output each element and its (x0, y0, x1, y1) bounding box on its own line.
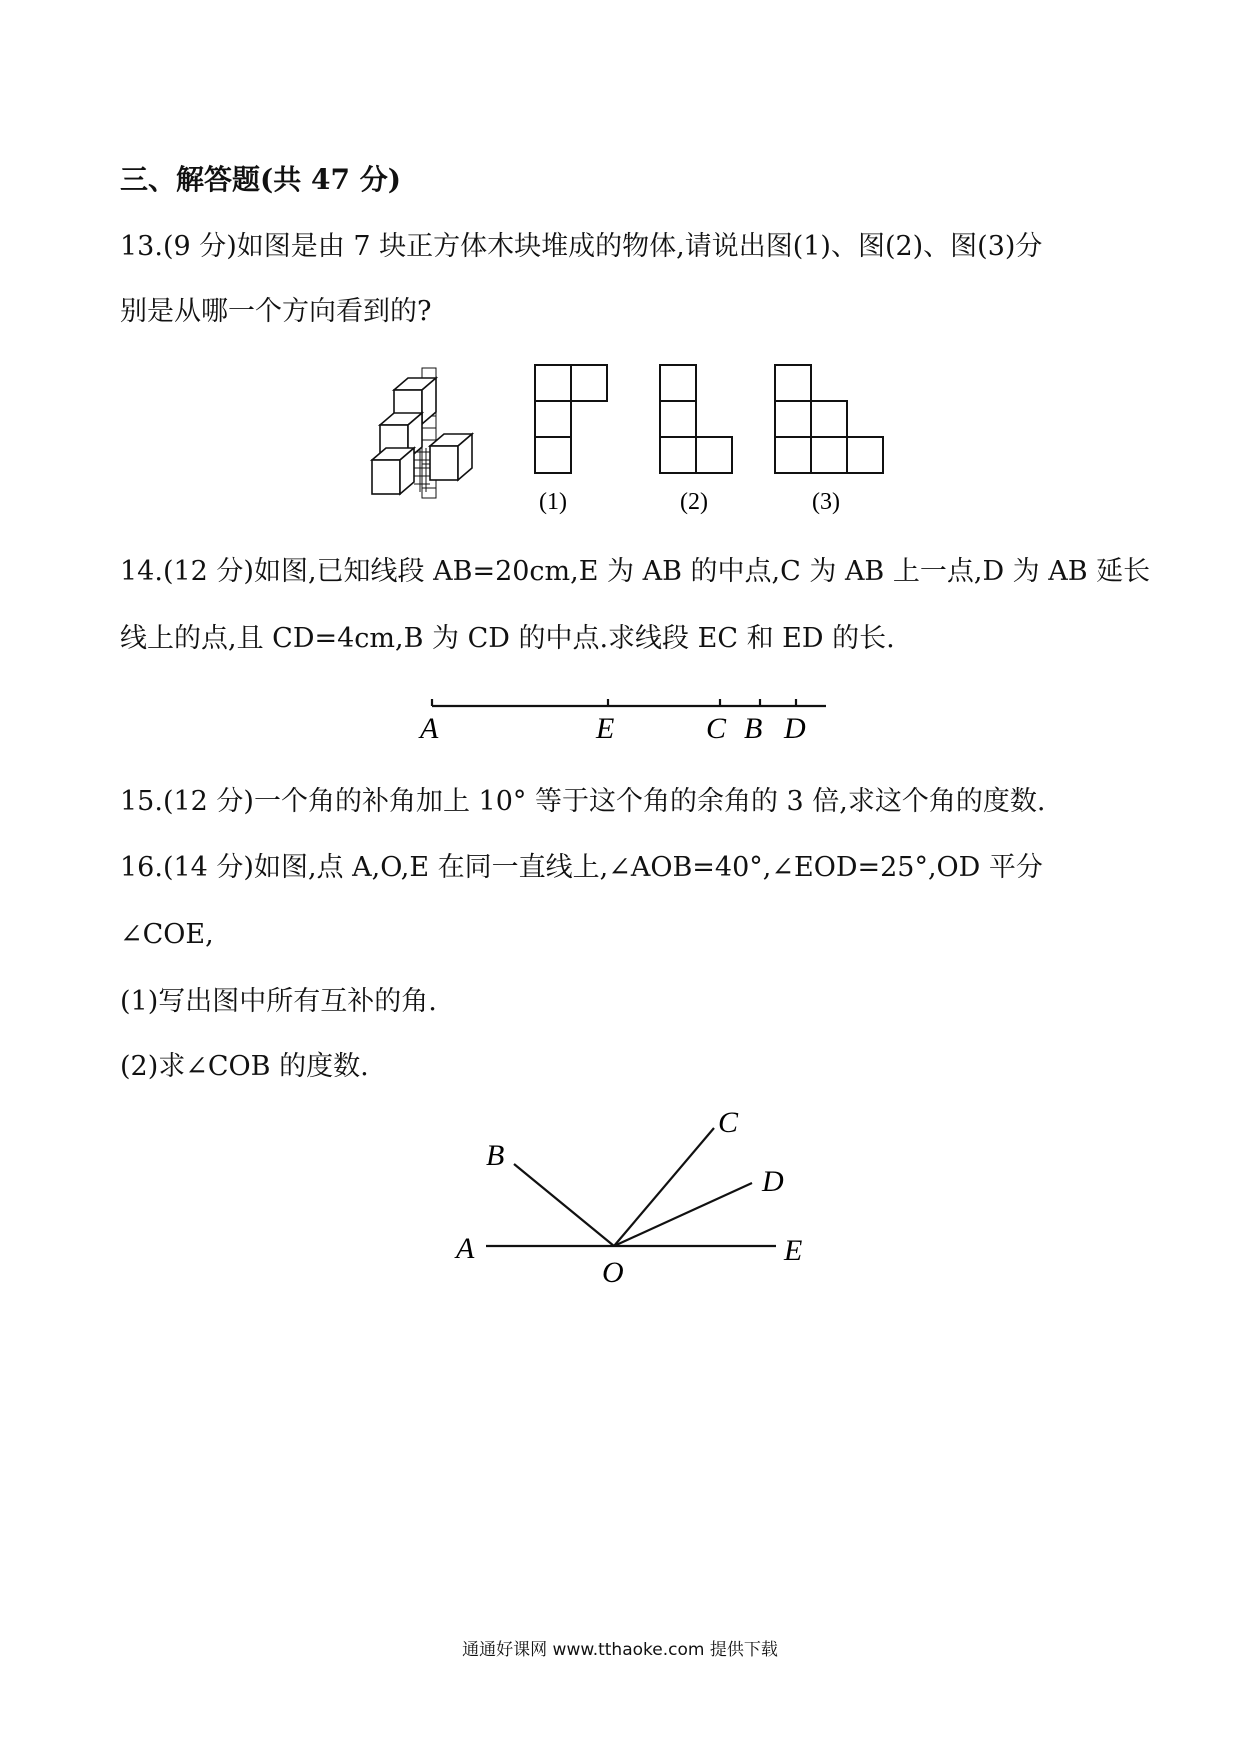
fig-label-1: (1) (539, 489, 567, 515)
point-a-label: A (420, 712, 439, 745)
q16-part2: (2)求∠COB 的度数. (120, 1051, 369, 1082)
point-b16-label: B (486, 1139, 505, 1172)
ray-od (614, 1183, 752, 1246)
fig-label-2: (2) (680, 489, 708, 515)
ray-ob (514, 1164, 614, 1246)
q13-line1: 13.(9 分)如图是由 7 块正方体木块堆成的物体,请说出图(1)、图(2)、图(3)分 (120, 231, 1043, 262)
q13-line2: 别是从哪一个方向看到的? (120, 296, 432, 327)
ray-oc (614, 1128, 714, 1246)
point-b-label: B (744, 712, 763, 745)
q16-line2: ∠COE, (120, 919, 214, 950)
point-o16-label: O (602, 1256, 624, 1289)
point-c16-label: C (718, 1106, 739, 1139)
section-title: 三、解答题(共 47 分) (120, 163, 401, 196)
q14-line2: 线上的点,且 CD=4cm,B 为 CD 的中点.求线段 EC 和 ED 的长. (120, 623, 895, 654)
q15-line1: 15.(12 分)一个角的补角加上 10° 等于这个角的余角的 3 倍,求这个角的度数. (120, 786, 1046, 817)
point-e-label: E (596, 712, 615, 745)
q16-line1: 16.(14 分)如图,点 A,O,E 在同一直线上,∠AOB=40°,∠EOD=25°,OD 平分 (120, 852, 1043, 883)
point-a16-label: A (456, 1232, 475, 1265)
point-d-label: D (784, 712, 806, 745)
q14-line1: 14.(12 分)如图,已知线段 AB=20cm,E 为 AB 的中点,C 为 AB 上一点,D 为 AB 延长 (120, 556, 1151, 587)
fig-label-3: (3) (812, 489, 840, 515)
footer-source: 通通好课网 www.tthaoke.com 提供下载 (462, 1640, 778, 1660)
point-c-label: C (706, 712, 727, 745)
point-e16-label: E (784, 1234, 803, 1267)
point-d16-label: D (762, 1165, 784, 1198)
q16-part1: (1)写出图中所有互补的角. (120, 986, 437, 1017)
